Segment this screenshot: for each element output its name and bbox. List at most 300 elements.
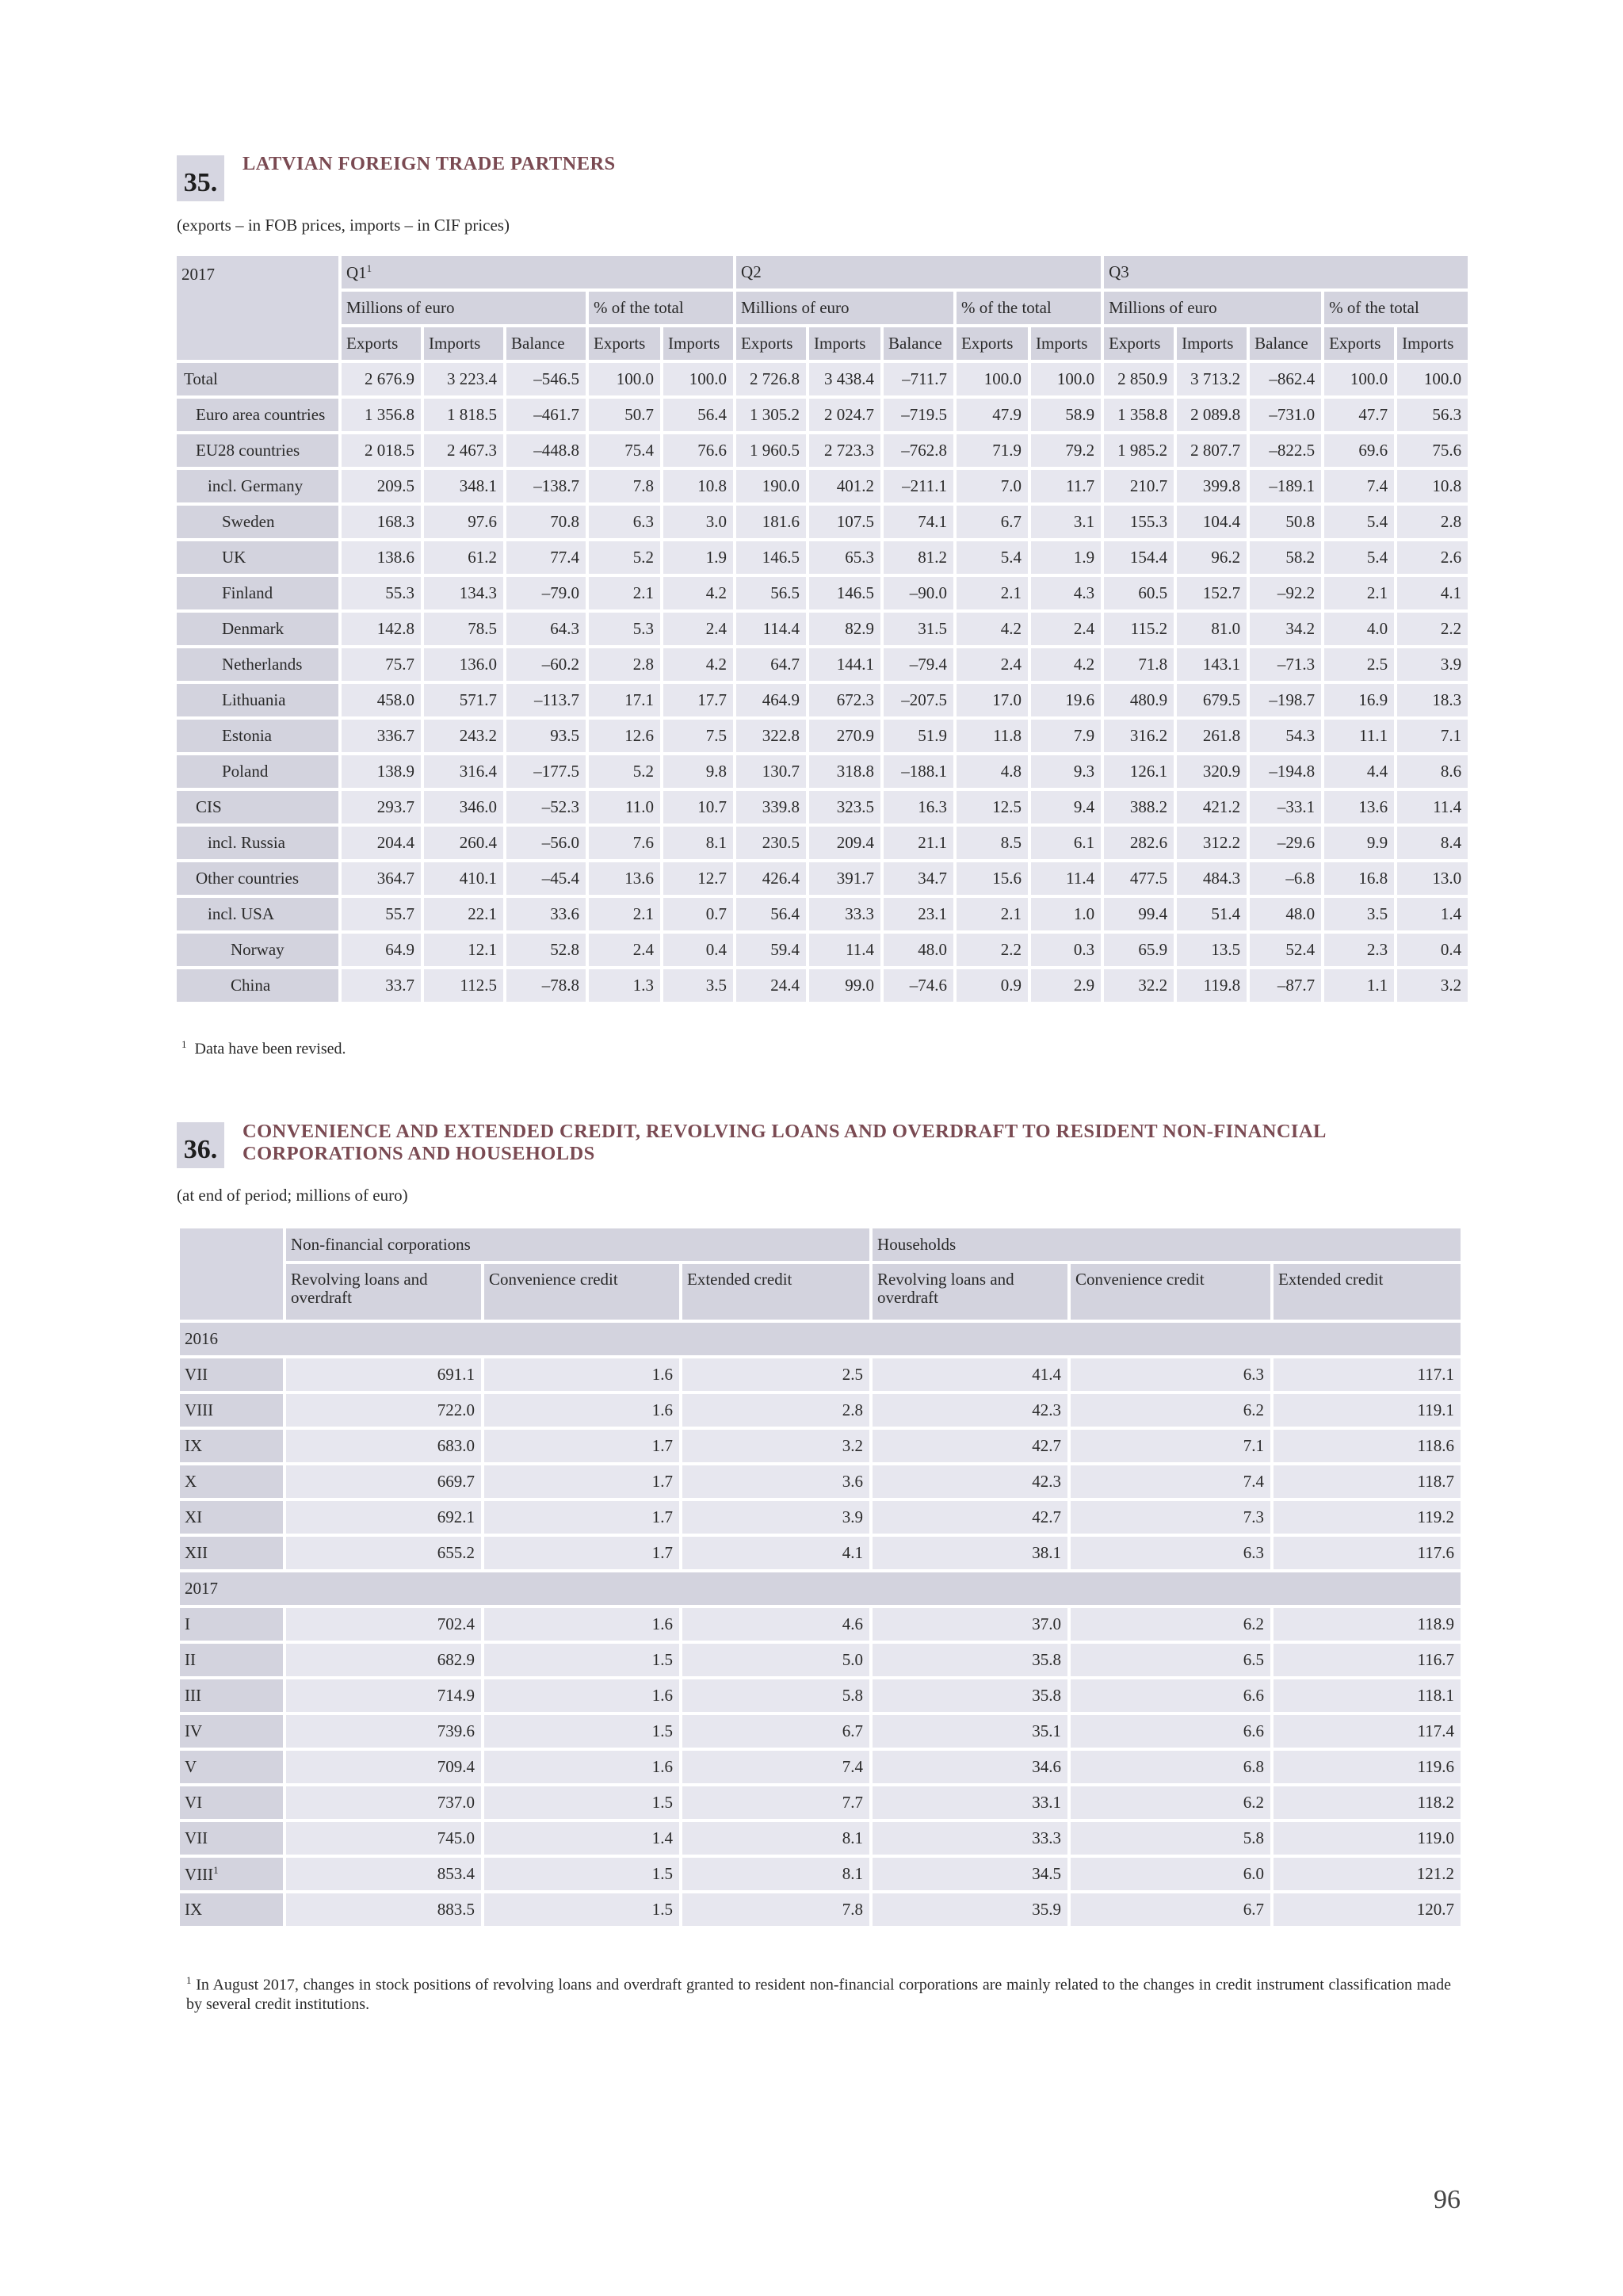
cell: 34.6 <box>873 1751 1067 1783</box>
cell: 426.4 <box>736 862 806 895</box>
corner-cell <box>180 1228 283 1320</box>
cell: 2.1 <box>589 898 660 930</box>
cell: 33.6 <box>506 898 586 930</box>
cell: 41.4 <box>873 1358 1067 1391</box>
col-header-balance: Balance <box>884 327 953 360</box>
cell: 23.1 <box>884 898 953 930</box>
cell: 97.6 <box>424 506 503 538</box>
cell: 114.4 <box>736 613 806 645</box>
cell: –90.0 <box>884 577 953 609</box>
row-label: incl. Russia <box>177 827 338 859</box>
table-row <box>177 827 1468 859</box>
table-row <box>180 1608 1461 1641</box>
cell: 118.1 <box>1274 1679 1461 1712</box>
row-label: EU28 countries <box>177 434 338 467</box>
cell: 702.4 <box>286 1608 481 1641</box>
cell: 6.3 <box>1071 1537 1270 1569</box>
trade-partners-body <box>177 399 1468 1002</box>
cell: 3.5 <box>663 969 733 1002</box>
cell: 692.1 <box>286 1501 481 1534</box>
cell: 52.8 <box>506 934 586 966</box>
cell: 3.9 <box>682 1501 869 1534</box>
cell: 399.8 <box>1177 470 1247 502</box>
cell: 1.7 <box>484 1501 679 1534</box>
cell: 144.1 <box>809 648 880 681</box>
cell: 7.9 <box>1031 720 1101 752</box>
cell: 104.4 <box>1177 506 1247 538</box>
cell: 9.9 <box>1324 827 1394 859</box>
cell: 5.2 <box>589 755 660 788</box>
row-label: CIS <box>177 791 338 823</box>
cell: 34.5 <box>873 1858 1067 1890</box>
cell: 118.7 <box>1274 1465 1461 1498</box>
cell: 50.7 <box>589 399 660 431</box>
cell: 883.5 <box>286 1893 481 1926</box>
col-header-exports: Exports <box>736 327 806 360</box>
cell: 2.9 <box>1031 969 1101 1002</box>
cell: 75.7 <box>342 648 421 681</box>
cell: 5.4 <box>957 541 1028 574</box>
cell: 47.9 <box>957 399 1028 431</box>
cell: 81.2 <box>884 541 953 574</box>
row-label: VIII$^1$ <box>180 1858 283 1890</box>
cell: –87.7 <box>1250 969 1321 1002</box>
cell: 4.2 <box>663 648 733 681</box>
cell: 12.6 <box>589 720 660 752</box>
cell: 136.0 <box>424 648 503 681</box>
cell: 2.1 <box>957 577 1028 609</box>
cell: 13.6 <box>589 862 660 895</box>
cell: 2.4 <box>663 613 733 645</box>
cell: 56.3 <box>1397 399 1468 431</box>
cell: 7.3 <box>1071 1501 1270 1534</box>
cell: 75.6 <box>1397 434 1468 467</box>
q3-millions-header: Millions of euro <box>1104 292 1321 324</box>
cell: –448.8 <box>506 434 586 467</box>
cell: 2 723.3 <box>809 434 880 467</box>
cell: 8.4 <box>1397 827 1468 859</box>
cell: 17.0 <box>957 684 1028 716</box>
cell: 117.4 <box>1274 1715 1461 1748</box>
cell: 56.5 <box>736 577 806 609</box>
cell: 11.4 <box>809 934 880 966</box>
cell: 316.4 <box>424 755 503 788</box>
cell: 282.6 <box>1104 827 1174 859</box>
cell: 7.4 <box>682 1751 869 1783</box>
cell: 56.4 <box>736 898 806 930</box>
cell: 480.9 <box>1104 684 1174 716</box>
cell: 682.9 <box>286 1644 481 1676</box>
row-label: III <box>180 1679 283 1712</box>
credit-table <box>177 1225 1464 1929</box>
cell: 391.7 <box>809 862 880 895</box>
cell: 9.3 <box>1031 755 1101 788</box>
cell: 119.6 <box>1274 1751 1461 1783</box>
cell: 155.3 <box>1104 506 1174 538</box>
cell: –194.8 <box>1250 755 1321 788</box>
cell: 130.7 <box>736 755 806 788</box>
row-label: IX <box>180 1430 283 1462</box>
cell: 33.1 <box>873 1786 1067 1819</box>
cell: 669.7 <box>286 1465 481 1498</box>
cell: 6.7 <box>682 1715 869 1748</box>
row-label: Poland <box>177 755 338 788</box>
cell: 82.9 <box>809 613 880 645</box>
cell: 65.9 <box>1104 934 1174 966</box>
cell: 2 089.8 <box>1177 399 1247 431</box>
cell: 3 438.4 <box>809 363 880 395</box>
cell: 6.2 <box>1071 1786 1270 1819</box>
cell: 477.5 <box>1104 862 1174 895</box>
cell: 388.2 <box>1104 791 1174 823</box>
cell: 6.2 <box>1071 1394 1270 1427</box>
cell: 2 024.7 <box>809 399 880 431</box>
cell: 58.9 <box>1031 399 1101 431</box>
nfc-header: Non-financial corporations <box>286 1228 869 1261</box>
table-row <box>180 1394 1461 1427</box>
cell: 42.3 <box>873 1465 1067 1498</box>
cell: 11.0 <box>589 791 660 823</box>
cell: 230.5 <box>736 827 806 859</box>
cell: 18.3 <box>1397 684 1468 716</box>
row-label: Euro area countries <box>177 399 338 431</box>
cell: 722.0 <box>286 1394 481 1427</box>
cell: 42.7 <box>873 1430 1067 1462</box>
col-header-exports: Exports <box>1324 327 1394 360</box>
table-row <box>180 1786 1461 1819</box>
cell: 35.1 <box>873 1715 1067 1748</box>
table-row <box>177 541 1468 574</box>
table-row <box>177 755 1468 788</box>
cell: –189.1 <box>1250 470 1321 502</box>
cell: –822.5 <box>1250 434 1321 467</box>
cell: 7.8 <box>589 470 660 502</box>
cell: 4.2 <box>663 577 733 609</box>
q1-header: $Q1^1$ <box>342 256 733 288</box>
q3-pct-header: % of the total <box>1324 292 1468 324</box>
cell: 33.7 <box>342 969 421 1002</box>
cell: 35.9 <box>873 1893 1067 1926</box>
cell: 60.5 <box>1104 577 1174 609</box>
cell: 13.5 <box>1177 934 1247 966</box>
cell: 99.0 <box>809 969 880 1002</box>
row-label: V <box>180 1751 283 1783</box>
cell: 4.2 <box>1031 648 1101 681</box>
row-label: VI <box>180 1786 283 1819</box>
cell: 679.5 <box>1177 684 1247 716</box>
cell: 3.2 <box>682 1430 869 1462</box>
cell: 7.1 <box>1071 1430 1270 1462</box>
cell: 6.3 <box>1071 1358 1270 1391</box>
col-header-convenience: Convenience credit <box>484 1264 679 1320</box>
cell: 64.3 <box>506 613 586 645</box>
cell: –45.4 <box>506 862 586 895</box>
cell: –60.2 <box>506 648 586 681</box>
cell: 3 713.2 <box>1177 363 1247 395</box>
cell: 5.8 <box>1071 1822 1270 1855</box>
cell: 64.7 <box>736 648 806 681</box>
cell: 2.5 <box>1324 648 1394 681</box>
cell: 48.0 <box>884 934 953 966</box>
cell: 100.0 <box>1031 363 1101 395</box>
cell: 11.4 <box>1397 791 1468 823</box>
cell: 71.9 <box>957 434 1028 467</box>
cell: 10.8 <box>1397 470 1468 502</box>
table-row <box>180 1430 1461 1462</box>
cell: 1.4 <box>484 1822 679 1855</box>
cell: 8.1 <box>682 1858 869 1890</box>
cell: 93.5 <box>506 720 586 752</box>
cell: 116.7 <box>1274 1644 1461 1676</box>
cell: 204.4 <box>342 827 421 859</box>
cell: 100.0 <box>589 363 660 395</box>
cell: 152.7 <box>1177 577 1247 609</box>
col-header-exports: Exports <box>589 327 660 360</box>
table-row <box>177 934 1468 966</box>
cell: 115.2 <box>1104 613 1174 645</box>
cell: –546.5 <box>506 363 586 395</box>
cell: 11.1 <box>1324 720 1394 752</box>
table-row <box>177 898 1468 930</box>
cell: –731.0 <box>1250 399 1321 431</box>
cell: 0.3 <box>1031 934 1101 966</box>
cell: 7.0 <box>957 470 1028 502</box>
cell: 34.7 <box>884 862 953 895</box>
cell: 0.7 <box>663 898 733 930</box>
cell: 11.7 <box>1031 470 1101 502</box>
col-header-balance: Balance <box>1250 327 1321 360</box>
cell: 7.6 <box>589 827 660 859</box>
cell: 2.1 <box>957 898 1028 930</box>
cell: 1.6 <box>484 1394 679 1427</box>
cell: 8.1 <box>663 827 733 859</box>
cell: 54.3 <box>1250 720 1321 752</box>
table-36-footnote: $^1$ In August 2017, changes in stock positions of revolving loans and overdraft granted to resident non-financial corporations are mainly related to the changes in credit instrument classification made by several credit institutions. <box>186 1974 1452 2013</box>
cell: 364.7 <box>342 862 421 895</box>
cell: 336.7 <box>342 720 421 752</box>
cell: 59.4 <box>736 934 806 966</box>
table-row <box>177 506 1468 538</box>
cell: 13.0 <box>1397 862 1468 895</box>
cell: 121.2 <box>1274 1858 1461 1890</box>
page-number: 96 <box>1434 2185 1461 2214</box>
cell: 12.5 <box>957 791 1028 823</box>
cell: 69.6 <box>1324 434 1394 467</box>
table-row <box>177 399 1468 431</box>
cell: 2.5 <box>682 1358 869 1391</box>
cell: –6.8 <box>1250 862 1321 895</box>
cell: 2 850.9 <box>1104 363 1174 395</box>
cell: 8.6 <box>1397 755 1468 788</box>
col-header-imports: Imports <box>1397 327 1468 360</box>
col-header-imports: Imports <box>663 327 733 360</box>
cell: 2.1 <box>589 577 660 609</box>
col-header-imports: Imports <box>1031 327 1101 360</box>
cell: 79.2 <box>1031 434 1101 467</box>
table-row-total <box>177 363 1468 395</box>
table-row <box>180 1537 1461 1569</box>
cell: 55.7 <box>342 898 421 930</box>
cell: 7.7 <box>682 1786 869 1819</box>
cell: 5.2 <box>589 541 660 574</box>
row-label: Total <box>177 363 338 395</box>
row-label: XII <box>180 1537 283 1569</box>
cell: 243.2 <box>424 720 503 752</box>
table-row <box>177 720 1468 752</box>
trade-partners-table <box>174 253 1471 1005</box>
cell: 346.0 <box>424 791 503 823</box>
cell: 33.3 <box>873 1822 1067 1855</box>
cell: 1 358.8 <box>1104 399 1174 431</box>
col-header-exports: Exports <box>957 327 1028 360</box>
cell: 270.9 <box>809 720 880 752</box>
cell: 7.5 <box>663 720 733 752</box>
cell: 739.6 <box>286 1715 481 1748</box>
cell: 6.6 <box>1071 1715 1270 1748</box>
cell: 5.8 <box>682 1679 869 1712</box>
cell: 8.5 <box>957 827 1028 859</box>
cell: 1.4 <box>1397 898 1468 930</box>
cell: 118.9 <box>1274 1608 1461 1641</box>
cell: 56.4 <box>663 399 733 431</box>
cell: 55.3 <box>342 577 421 609</box>
cell: 6.3 <box>589 506 660 538</box>
cell: 1.6 <box>484 1679 679 1712</box>
year-row-2017-group <box>180 1572 1461 1605</box>
cell: 50.8 <box>1250 506 1321 538</box>
cell: –138.7 <box>506 470 586 502</box>
cell: 261.8 <box>1177 720 1247 752</box>
cell: 51.4 <box>1177 898 1247 930</box>
row-label: I <box>180 1608 283 1641</box>
cell: 100.0 <box>1324 363 1394 395</box>
cell: 119.1 <box>1274 1394 1461 1427</box>
cell: 119.0 <box>1274 1822 1461 1855</box>
row-label: Lithuania <box>177 684 338 716</box>
cell: 16.9 <box>1324 684 1394 716</box>
row-label: Finland <box>177 577 338 609</box>
cell: 1 305.2 <box>736 399 806 431</box>
cell: 1.3 <box>589 969 660 1002</box>
year-header: 2017 <box>177 256 338 360</box>
q1-pct-header: % of the total <box>589 292 733 324</box>
cell: –78.8 <box>506 969 586 1002</box>
cell: 3.1 <box>1031 506 1101 538</box>
q3-header: Q3 <box>1104 256 1468 288</box>
cell: 4.1 <box>682 1537 869 1569</box>
cell: 7.4 <box>1071 1465 1270 1498</box>
cell: 146.5 <box>736 541 806 574</box>
col-header-balance: Balance <box>506 327 586 360</box>
table-36-title: CONVENIENCE AND EXTENDED CREDIT, REVOLVING LOANS AND OVERDRAFT TO RESIDENT NON-FINANCIAL CORPORATIONS AND HOUSEHOLDS <box>242 1121 1327 1164</box>
row-label: Sweden <box>177 506 338 538</box>
cell: 11.4 <box>1031 862 1101 895</box>
credit-body-2017 <box>180 1608 1461 1926</box>
cell: 3.5 <box>1324 898 1394 930</box>
cell: 322.8 <box>736 720 806 752</box>
cell: –762.8 <box>884 434 953 467</box>
row-label: Netherlands <box>177 648 338 681</box>
col-header-exports: Exports <box>1104 327 1174 360</box>
cell: 5.4 <box>1324 541 1394 574</box>
cell: –56.0 <box>506 827 586 859</box>
cell: 410.1 <box>424 862 503 895</box>
table-36-number: 36. <box>177 1122 224 1168</box>
cell: 100.0 <box>957 363 1028 395</box>
cell: 655.2 <box>286 1537 481 1569</box>
cell: 1.6 <box>484 1751 679 1783</box>
cell: 42.7 <box>873 1501 1067 1534</box>
q2-header: Q2 <box>736 256 1101 288</box>
cell: 5.0 <box>682 1644 869 1676</box>
cell: –71.3 <box>1250 648 1321 681</box>
cell: 58.2 <box>1250 541 1321 574</box>
cell: 4.2 <box>957 613 1028 645</box>
cell: 7.1 <box>1397 720 1468 752</box>
cell: 3.9 <box>1397 648 1468 681</box>
cell: 2.2 <box>957 934 1028 966</box>
cell: 401.2 <box>809 470 880 502</box>
cell: 42.3 <box>873 1394 1067 1427</box>
cell: 1 985.2 <box>1104 434 1174 467</box>
cell: 2.8 <box>1397 506 1468 538</box>
cell: 134.3 <box>424 577 503 609</box>
table-row <box>177 684 1468 716</box>
cell: 100.0 <box>663 363 733 395</box>
table-row <box>180 1893 1461 1926</box>
cell: 1 818.5 <box>424 399 503 431</box>
row-label: China <box>177 969 338 1002</box>
cell: 9.4 <box>1031 791 1101 823</box>
cell: 10.8 <box>663 470 733 502</box>
cell: 10.7 <box>663 791 733 823</box>
cell: 146.5 <box>809 577 880 609</box>
cell: 293.7 <box>342 791 421 823</box>
cell: 4.8 <box>957 755 1028 788</box>
cell: 2.4 <box>589 934 660 966</box>
cell: –207.5 <box>884 684 953 716</box>
cell: 65.3 <box>809 541 880 574</box>
q1-millions-header: Millions of euro <box>342 292 586 324</box>
cell: 1.1 <box>1324 969 1394 1002</box>
cell: –188.1 <box>884 755 953 788</box>
row-label: IV <box>180 1715 283 1748</box>
cell: 2 676.9 <box>342 363 421 395</box>
q2-millions-header: Millions of euro <box>736 292 953 324</box>
cell: 210.7 <box>1104 470 1174 502</box>
table-35-title: LATVIAN FOREIGN TRADE PARTNERS <box>242 153 616 174</box>
cell: 17.7 <box>663 684 733 716</box>
table-35-footnote: $^1$ Data have been revised. <box>181 1038 346 1058</box>
cell: 75.4 <box>589 434 660 467</box>
cell: 209.4 <box>809 827 880 859</box>
table-row <box>180 1644 1461 1676</box>
cell: 316.2 <box>1104 720 1174 752</box>
cell: 2 018.5 <box>342 434 421 467</box>
cell: 5.4 <box>1324 506 1394 538</box>
row-label: incl. Germany <box>177 470 338 502</box>
cell: 3.6 <box>682 1465 869 1498</box>
cell: 2.4 <box>957 648 1028 681</box>
cell: 96.2 <box>1177 541 1247 574</box>
col-header-imports: Imports <box>1177 327 1247 360</box>
cell: 2.6 <box>1397 541 1468 574</box>
cell: 5.3 <box>589 613 660 645</box>
cell: 714.9 <box>286 1679 481 1712</box>
cell: 4.4 <box>1324 755 1394 788</box>
cell: 9.8 <box>663 755 733 788</box>
cell: 117.6 <box>1274 1537 1461 1569</box>
